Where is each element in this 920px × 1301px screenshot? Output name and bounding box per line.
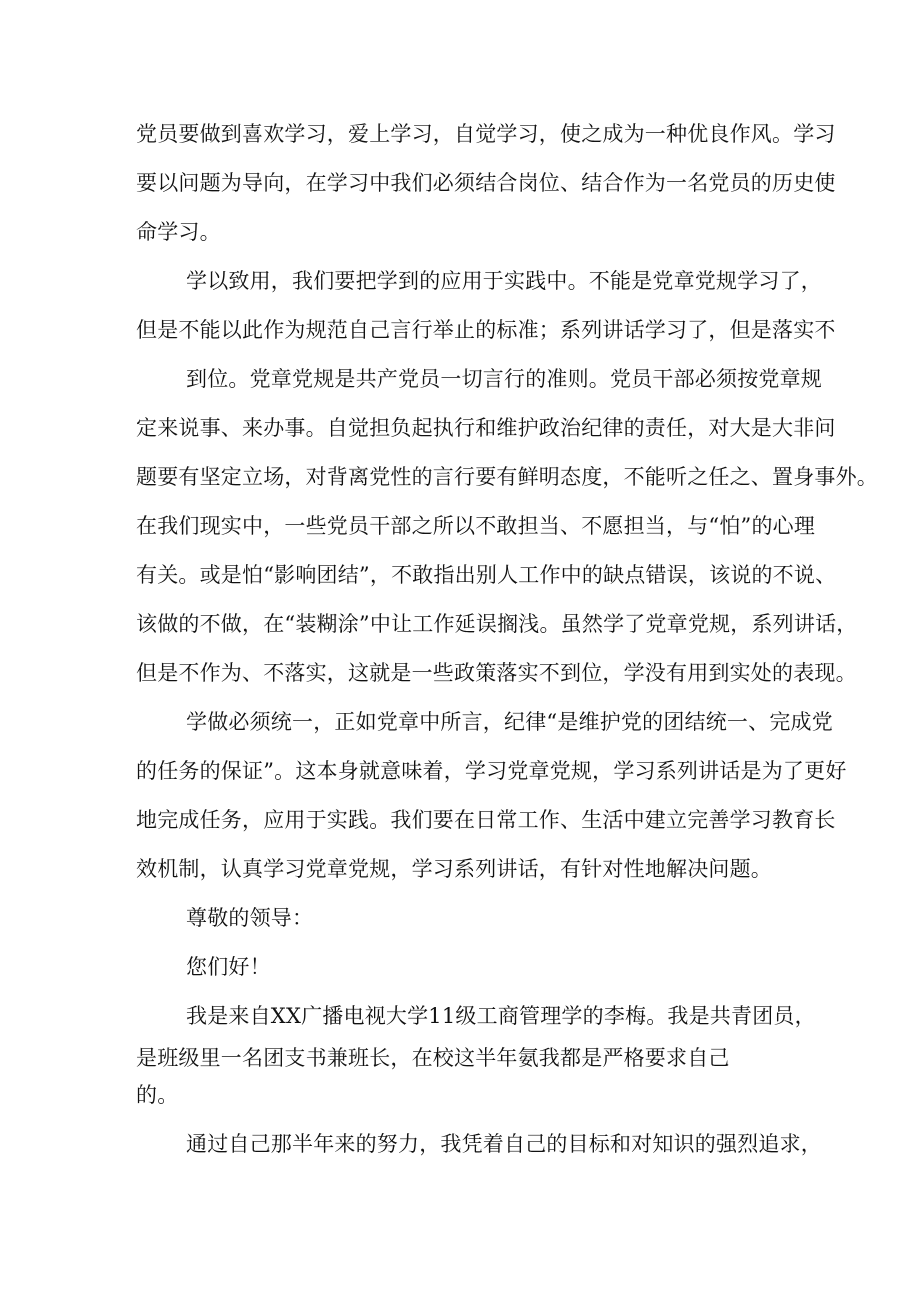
text-line: 有关。或是怕“影响团结”，不敢指出别人工作中的缺点错误，该说的不说、: [136, 563, 837, 587]
text-line: 在我们现实中，一些党员干部之所以不敢担当、不愿担当，与“怕”的心理: [136, 514, 816, 538]
text-line: 党员要做到喜欢学习，爱上学习，自觉学习，使之成为一种优良作风。学习: [136, 122, 836, 146]
text-line: 学做必须统一，正如党章中所言，纪律“是维护党的团结统一、完成党: [186, 710, 833, 734]
text-line: 但是不能以此作为规范自己言行举止的标准；系列讲话学习了，但是落实不: [136, 318, 836, 342]
text-line: 要以问题为导向，在学习中我们必须结合岗位、结合作为一名党员的历史使: [136, 171, 836, 195]
text-line: 命学习。: [136, 220, 221, 244]
text-line: 地完成任务，应用于实践。我们要在日常工作、生活中建立完善学习教育长: [136, 808, 836, 832]
greeting-line: 尊敬的领导：: [186, 906, 314, 930]
greeting-line: 您们好！: [186, 955, 271, 979]
text-line: 该做的不做，在“装糊涂”中让工作延误搁浅。虽然学了党章党规，系列讲话，: [136, 612, 858, 636]
text-line: 通过自己那半年来的努力，我凭着自己的目标和对知识的强烈追求，: [186, 1132, 822, 1156]
text-line: 定来说事、来办事。自觉担负起执行和维护政治纪律的责任，对大是大非问: [136, 416, 836, 440]
text-line: 是班级里一名团支书兼班长，在校这半年氨我都是严格要求自己: [136, 1046, 730, 1070]
text-line: 我是来自XX广播电视大学11级工商管理学的李梅。我是共青团员，: [186, 1004, 816, 1028]
text-line: 题要有坚定立场，对背离党性的言行要有鲜明态度，不能听之任之、置身事外。: [136, 465, 878, 489]
text-line: 学以致用，我们要把学到的应用于实践中。不能是党章党规学习了，: [186, 269, 822, 293]
text-line: 的任务的保证”。这本身就意味着，学习党章党规，学习系列讲话是为了更好: [136, 759, 847, 783]
text-line: 但是不作为、不落实，这就是一些政策落实不到位，学没有用到实处的表现。: [136, 661, 857, 685]
text-line: 到位。党章党规是共产党员一切言行的准则。党员干部必须按党章规: [186, 367, 822, 391]
text-line: 的。: [136, 1083, 179, 1107]
text-line: 效机制，认真学习党章党规，学习系列讲话，有针对性地解决问题。: [136, 857, 772, 881]
